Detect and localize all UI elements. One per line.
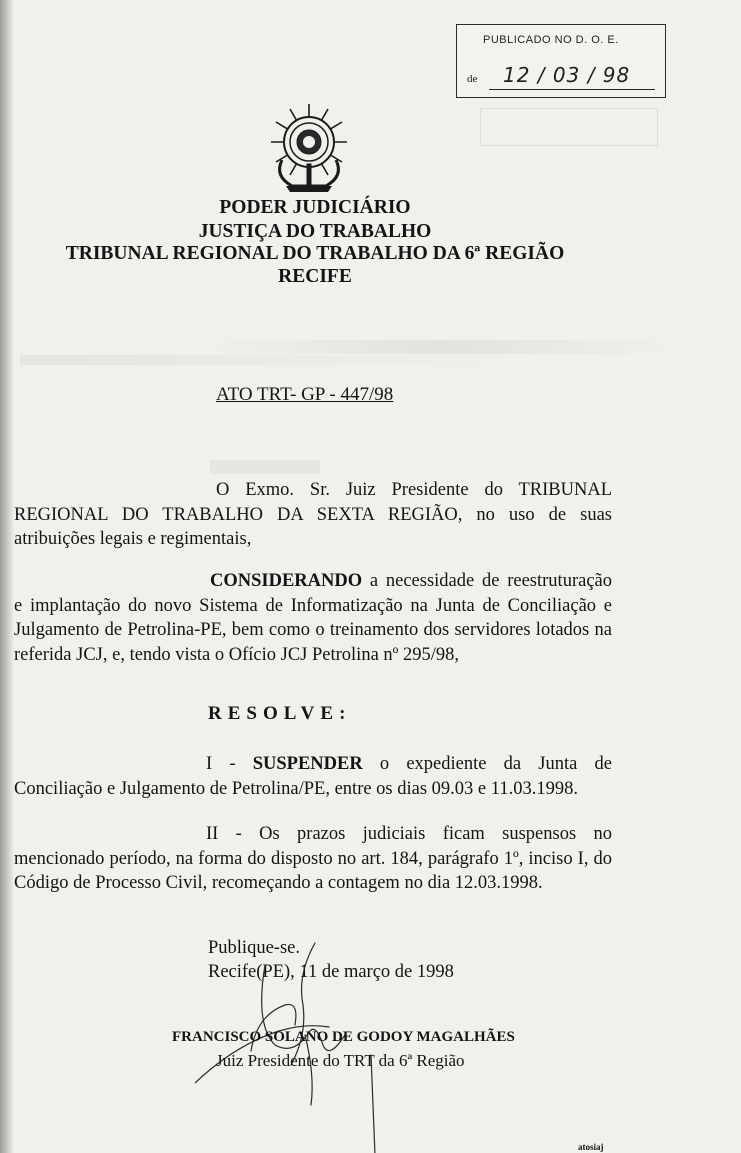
stamp-underline	[489, 89, 655, 90]
stamp-date-prefix: de	[467, 73, 478, 85]
bleed-through-mark	[210, 460, 320, 474]
header-line-2: JUSTIÇA DO TRABALHO	[198, 221, 432, 242]
header-line-4: RECIFE	[278, 266, 352, 287]
publication-stamp	[456, 24, 666, 98]
stamp-date: 12 / 03 / 98	[503, 63, 631, 87]
item-2-text: II - Os prazos judiciais ficam suspensos no mencionado período, na forma do disposto no art. 184, parágrafo 1º, inciso I, do Código de Processo Civil, recomeçando a contagem no dia 12.03.1998.	[14, 824, 612, 894]
signer-title: Juiz Presidente do TRT da 6ª Região	[216, 1051, 465, 1070]
item-1-prefix: I -	[206, 754, 236, 774]
file-reference: atosiaj	[578, 1142, 604, 1152]
item-1-paragraph	[14, 752, 612, 801]
stamp-date-row	[467, 63, 655, 91]
intro-text: O Exmo. Sr. Juiz Presidente do TRIBUNAL REGIONAL DO TRABALHO DA SEXTA REGIÃO, no uso de suas atribuições legais e regimentais,	[14, 480, 612, 550]
act-number: ATO TRT- GP - 447/98	[216, 384, 394, 405]
intro-paragraph	[14, 478, 612, 552]
item-2-paragraph	[14, 822, 612, 896]
considerando-text: a necessidade de reestruturação e implantação do novo Sistema de Informatização na Junta de Conciliação e Julgamento de Petrolina-PE, bem como o treinamento dos servidores lotados na referida JCJ, e, tendo vista o Ofício JCJ Petrolina nº 295/98,	[14, 571, 612, 666]
signer-name: FRANCISCO SOLANO DE GODOY MAGALHÃES	[172, 1029, 515, 1045]
publish-line: Publique-se.	[208, 938, 300, 958]
header-line-1: PODER JUDICIÁRIO	[219, 197, 411, 218]
place-date-line: Recife(PE), 11 de março de 1998	[208, 962, 454, 982]
bleed-through-mark	[480, 108, 658, 146]
considerando-label: CONSIDERANDO	[210, 571, 363, 591]
coat-of-arms-icon	[268, 100, 350, 196]
considerando-paragraph	[14, 569, 612, 668]
bleed-through-mark	[20, 355, 540, 365]
resolve-heading: RESOLVE:	[208, 703, 352, 724]
item-1-text: o expediente da Junta de Conciliação e Julgamento de Petrolina/PE, entre os dias 09.03 e 11.03.1998.	[14, 754, 612, 799]
scan-edge-shadow	[0, 0, 14, 1153]
item-1-verb: SUSPENDER	[252, 754, 363, 774]
stamp-heading: PUBLICADO NO D. O. E.	[483, 34, 619, 46]
bleed-through-mark	[200, 340, 680, 354]
header-line-3: TRIBUNAL REGIONAL DO TRABALHO DA 6ª REGIÃO	[65, 243, 565, 264]
